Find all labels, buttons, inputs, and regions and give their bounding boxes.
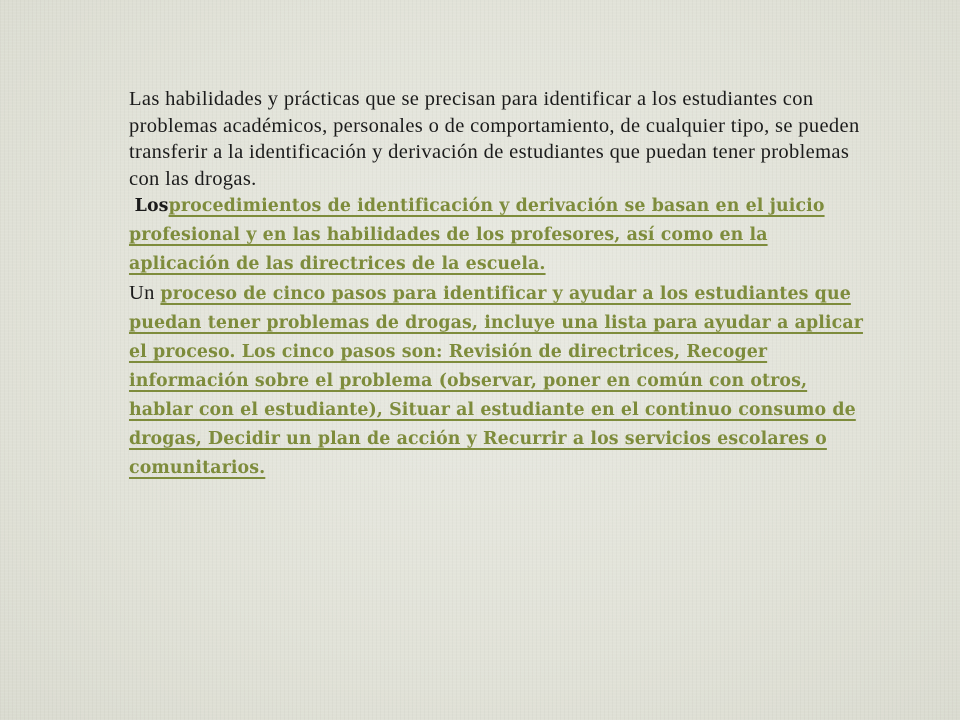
- text-content: [129, 86, 874, 483]
- intro-paragraph: Las habilidades y prácticas que se precisan para identificar a los estudiantes con problemas académicos, personales o de comportamiento, de cualquier tipo, se pueden transferir a la identificación y derivación de estudiantes que puedan tener problemas con las drogas.: [129, 88, 860, 190]
- procedures-lead: Los: [134, 196, 169, 217]
- five-steps-link[interactable]: proceso de cinco pasos para identificar y ayudar a los estudiantes que puedan tener problemas de drogas, incluye una lista para ayudar a aplicar el proceso. Los cinco pasos son: Revisión de directrices, Recoger información sobre el problema (observar, poner en común con otros, hablar con el estudiante), Situar al estudiante en el continuo consumo de drogas, Decidir un plan de acción y Recurrir a los servicios escolares o comunitarios.: [129, 284, 863, 479]
- procedures-link[interactable]: procedimientos de identificación y derivación se basan en el juicio profesional y en las habilidades de los profesores, así como en la aplicación de las directrices de la escuela.: [129, 196, 825, 275]
- procedures-paragraph: [129, 192, 874, 279]
- five-steps-paragraph: [129, 279, 874, 483]
- five-steps-lead: Un: [129, 282, 155, 305]
